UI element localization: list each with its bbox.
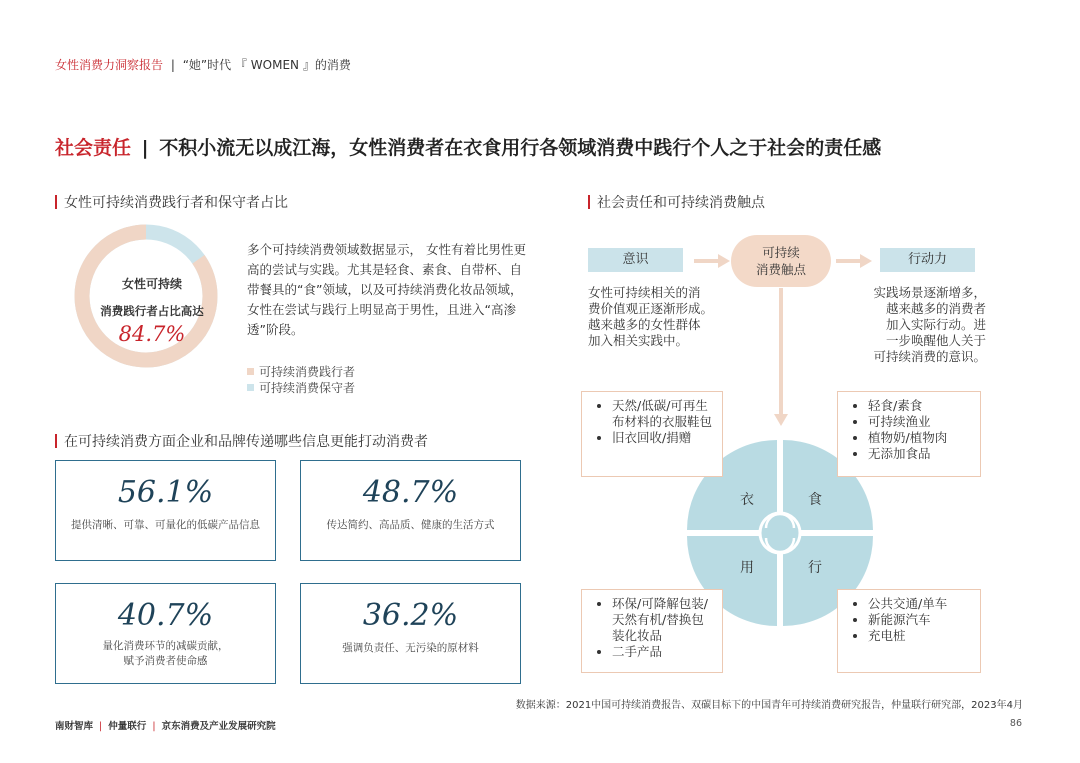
touchpoint-section-title-text: 社会责任和可持续消费触点	[597, 195, 765, 211]
footer-org: 南财智库	[55, 721, 94, 732]
food-items-box	[837, 391, 981, 477]
list-item: • 环保/可降解包装/天然有机/替换包装化妆品	[612, 596, 714, 644]
report-name: 女性消费力洞察报告	[55, 58, 164, 72]
awareness-line: 越来越多的女性群体	[588, 317, 701, 332]
legend-swatch-conservative	[247, 384, 254, 391]
node-line1: 可持续	[762, 245, 800, 260]
touchpoint-section-title	[588, 192, 765, 212]
title-divider: |	[141, 137, 149, 159]
donut-section-title-text: 女性可持续消费践行者和保守者占比	[64, 195, 288, 211]
stat-card-value: 36.2%	[362, 598, 459, 633]
stat-card	[55, 583, 276, 684]
legend-label-practitioner: 可持续消费践行者	[259, 365, 356, 379]
footer-org: 京东消费及产业发展研究院	[161, 721, 276, 732]
legend-label-conservative: 可持续消费保守者	[259, 381, 356, 395]
awareness-text	[588, 285, 728, 349]
stat-card	[300, 583, 521, 684]
action-line: 越来越多的消费者	[885, 301, 986, 316]
list-item: • 天然/低碳/可再生布材料的衣服鞋包	[612, 398, 714, 430]
list-item: • 公共交通/单车	[868, 596, 972, 612]
action-line: 一步唤醒他人关于	[885, 333, 986, 348]
cards-section-title-text: 在可持续消费方面企业和品牌传递哪些信息更能打动消费者	[64, 434, 428, 450]
page-title	[55, 133, 881, 160]
cycle-icon-bg	[760, 513, 800, 553]
stat-card	[300, 460, 521, 561]
quadrant-label-travel: 行	[808, 560, 822, 576]
page-number: 86	[1009, 718, 1022, 729]
section-bar	[55, 434, 57, 448]
action-text	[856, 285, 986, 365]
footer-sep: |	[99, 721, 103, 732]
stat-card-value: 48.7%	[362, 475, 459, 510]
donut-label-line2: 消费践行者占比高达	[100, 304, 204, 318]
data-source: 数据来源：2021中国可持续消费报告、双碳目标下的中国青年可持续消费研究报告，仲量联行研究部，2023年4月	[515, 700, 1023, 711]
section-bar	[588, 195, 590, 209]
travel-items-box	[837, 589, 981, 673]
stat-card-value: 40.7%	[117, 598, 214, 633]
arrow-head	[774, 414, 788, 426]
list-item: • 二手产品	[612, 644, 714, 660]
action-line: 实践场景逐渐增多，	[873, 285, 986, 300]
donut-description: 多个可持续消费领域数据显示， 女性有着比男性更高的尝试与实践。尤其是轻食、素食、自带杯、自带餐具的“食”领域，以及可持续消费化妆品领域，女性在尝试与践行上明显高于男性，且进入“高渗透”阶段。	[247, 242, 526, 337]
legend-practitioner	[247, 363, 355, 380]
cards-section-title	[55, 431, 428, 451]
quadrant-label-clothing: 衣	[740, 492, 754, 508]
clothing-items-box	[581, 391, 723, 477]
report-header	[55, 56, 351, 73]
stat-card	[55, 460, 276, 561]
quadrant-label-use: 用	[740, 560, 754, 576]
donut-center-label	[72, 271, 232, 325]
chapter-name: “她”时代 『 WOMEN 』的消费	[182, 58, 351, 72]
stat-card-label-line1: 量化消费环节的减碳贡献，	[102, 640, 229, 652]
footer-org: 仲量联行	[108, 721, 147, 732]
footer-sep: |	[152, 721, 156, 732]
donut-center-value: 84.7%	[118, 322, 186, 346]
legend-swatch-practitioner	[247, 368, 254, 375]
stat-card-value: 56.1%	[117, 475, 214, 510]
list-item: • 轻食/素食	[868, 398, 972, 414]
list-item: • 无添加食品	[868, 446, 972, 462]
list-item: • 可持续渔业	[868, 414, 972, 430]
stat-card-label	[56, 639, 275, 669]
stat-card-label: 强调负责任、无污染的原材料	[342, 642, 479, 654]
list-item: • 植物奶/植物肉	[868, 430, 972, 446]
action-label: 行动力	[880, 248, 975, 272]
donut-section-title	[55, 192, 288, 212]
title-text: 不积小流无以成江海，女性消费者在衣食用行各领域消费中践行个人之于社会的责任感	[159, 137, 882, 159]
list-item: • 充电桩	[868, 628, 972, 644]
quadrant-label-food: 食	[808, 492, 822, 508]
awareness-line: 加入相关实践中。	[588, 333, 689, 348]
touchpoint-node	[731, 235, 831, 287]
stat-card-label: 提供清晰、可靠、可量化的低碳产品信息	[71, 519, 260, 531]
arrow-head	[860, 254, 872, 268]
stat-card-label: 传达简约、高品质、健康的生活方式	[326, 519, 495, 531]
arrow-head	[718, 254, 730, 268]
stat-card-label-line2: 赋予消费者使命感	[123, 655, 208, 667]
list-item: • 新能源汽车	[868, 612, 972, 628]
footer-orgs	[55, 718, 276, 732]
awareness-line: 女性可持续相关的消	[588, 285, 701, 300]
section-bar	[55, 195, 57, 209]
list-item: • 旧衣回收/捐赠	[612, 430, 714, 446]
action-line: 加入实际行动。进	[885, 317, 986, 332]
donut-label-line1: 女性可持续	[121, 277, 182, 291]
awareness-label: 意识	[588, 248, 683, 272]
use-items-box	[581, 589, 723, 673]
legend-conservative	[247, 379, 355, 396]
node-line2: 消费触点	[755, 262, 806, 277]
header-divider: |	[170, 58, 175, 72]
awareness-line: 费价值观正逐渐形成。	[588, 301, 714, 316]
title-highlight: 社会责任	[55, 137, 132, 159]
action-line: 可持续消费的意识。	[873, 349, 986, 364]
